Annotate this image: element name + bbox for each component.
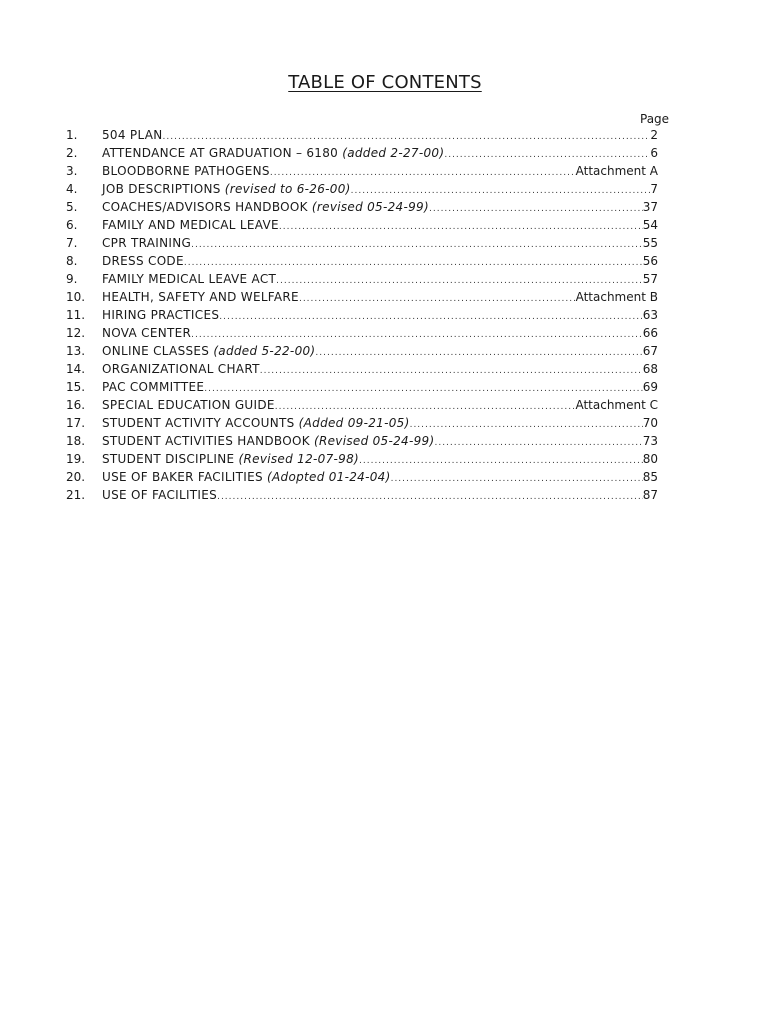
toc-row <box>66 380 658 398</box>
toc-entry <box>102 344 658 358</box>
toc-entry-number: 11. <box>66 308 86 322</box>
toc-entry-page: 85 <box>642 470 658 484</box>
toc-entry-label: USE OF BAKER FACILITIES <box>102 470 263 484</box>
toc-entry <box>102 398 658 412</box>
toc-entry-title <box>102 128 163 142</box>
toc-entry-number: 15. <box>66 380 86 394</box>
toc-entry-number: 14. <box>66 362 86 376</box>
toc-entry <box>102 434 658 448</box>
toc-row <box>66 272 658 290</box>
toc-entry-note: (added 5-22-00) <box>209 344 316 358</box>
toc-entry-page: 68 <box>642 362 658 376</box>
toc-entry <box>102 452 658 466</box>
toc-dot-leader <box>434 438 642 448</box>
toc-row <box>66 128 658 146</box>
toc-entry-label: ORGANIZATIONAL CHART <box>102 362 260 376</box>
toc-entry-note: (revised to 6-26-00) <box>220 182 351 196</box>
toc-entry-number: 5. <box>66 200 78 214</box>
toc-dot-leader <box>204 384 642 394</box>
toc-dot-leader <box>270 168 576 178</box>
toc-entry-label: HIRING PRACTICES <box>102 308 220 322</box>
toc-row <box>66 488 658 506</box>
toc-entry-page: Attachment A <box>575 164 658 178</box>
toc-row <box>66 146 658 164</box>
toc-entry-number: 18. <box>66 434 86 448</box>
toc-list <box>66 128 658 506</box>
toc-row <box>66 344 658 362</box>
toc-row <box>66 326 658 344</box>
toc-entry <box>102 416 658 430</box>
toc-entry-label: CPR TRAINING <box>102 236 192 250</box>
toc-dot-leader <box>444 150 650 160</box>
toc-entry-number: 17. <box>66 416 86 430</box>
toc-row <box>66 254 658 272</box>
toc-entry <box>102 236 658 250</box>
toc-entry <box>102 488 658 502</box>
toc-entry <box>102 200 658 214</box>
toc-entry-page: 80 <box>642 452 658 466</box>
toc-entry-number: 7. <box>66 236 78 250</box>
toc-entry-title <box>102 146 444 160</box>
toc-row <box>66 416 658 434</box>
toc-row <box>66 452 658 470</box>
toc-entry-label: PAC COMMITTEE <box>102 380 205 394</box>
toc-entry-note: (revised 05-24-99) <box>307 200 429 214</box>
toc-entry-number: 20. <box>66 470 86 484</box>
toc-entry-label: SPECIAL EDUCATION GUIDE <box>102 398 275 412</box>
toc-entry-title <box>102 308 219 322</box>
toc-entry-note: (Revised 05-24-99) <box>309 434 435 448</box>
toc-dot-leader <box>219 312 642 322</box>
toc-entry-label: STUDENT ACTIVITIES HANDBOOK <box>102 434 310 448</box>
toc-row <box>66 200 658 218</box>
toc-entry <box>102 308 658 322</box>
toc-entry <box>102 164 658 178</box>
toc-entry-number: 19. <box>66 452 86 466</box>
toc-dot-leader <box>351 186 651 196</box>
toc-entry-label: STUDENT DISCIPLINE <box>102 452 235 466</box>
toc-dot-leader <box>279 222 643 232</box>
toc-entry-page: 87 <box>642 488 658 502</box>
toc-dot-leader <box>191 240 643 250</box>
toc-entry-title <box>102 200 429 214</box>
toc-entry-number: 12. <box>66 326 86 340</box>
toc-dot-leader <box>359 456 643 466</box>
toc-entry <box>102 254 658 268</box>
toc-entry <box>102 380 658 394</box>
toc-dot-leader <box>191 330 643 340</box>
toc-row <box>66 434 658 452</box>
toc-entry-page: 73 <box>642 434 658 448</box>
toc-entry-number: 8. <box>66 254 78 268</box>
toc-entry-page: 67 <box>642 344 658 358</box>
toc-entry-page: 37 <box>642 200 658 214</box>
toc-entry-number: 9. <box>66 272 78 286</box>
toc-entry-page: 69 <box>642 380 658 394</box>
toc-entry-title <box>102 488 217 502</box>
toc-entry-page: 54 <box>642 218 658 232</box>
toc-entry <box>102 290 658 304</box>
toc-entry-page: Attachment C <box>575 398 658 412</box>
toc-entry-title <box>102 290 299 304</box>
toc-entry-label: FAMILY AND MEDICAL LEAVE <box>102 218 279 232</box>
toc-entry-title <box>102 344 315 358</box>
toc-entry <box>102 272 658 286</box>
toc-entry-title <box>102 272 276 286</box>
toc-entry-label: NOVA CENTER <box>102 326 192 340</box>
toc-entry-page: 56 <box>642 254 658 268</box>
toc-entry-number: 6. <box>66 218 78 232</box>
toc-row <box>66 236 658 254</box>
toc-dot-leader <box>217 492 643 502</box>
toc-dot-leader <box>410 420 643 430</box>
toc-row <box>66 164 658 182</box>
toc-entry-page: 66 <box>642 326 658 340</box>
toc-entry-title <box>102 254 184 268</box>
toc-entry-label: USE OF FACILITIES <box>102 488 218 502</box>
toc-entry-page: 6 <box>650 146 658 160</box>
toc-entry-label: ATTENDANCE AT GRADUATION – 6180 <box>102 146 339 160</box>
toc-entry-title <box>102 470 391 484</box>
toc-entry-note: (Adopted 01-24-04) <box>262 470 391 484</box>
toc-entry-page: 63 <box>642 308 658 322</box>
toc-entry-label: BLOODBORNE PATHOGENS <box>102 164 270 178</box>
toc-entry <box>102 182 658 196</box>
toc-entry-title <box>102 218 279 232</box>
toc-row <box>66 398 658 416</box>
toc-entry-number: 1. <box>66 128 78 142</box>
toc-entry-label: 504 PLAN <box>102 128 163 142</box>
toc-dot-leader <box>275 402 576 412</box>
toc-dot-leader <box>276 276 643 286</box>
toc-row <box>66 218 658 236</box>
toc-row <box>66 290 658 308</box>
toc-dot-leader <box>429 204 643 214</box>
toc-entry-page: 2 <box>650 128 658 142</box>
toc-dot-leader <box>184 258 643 268</box>
toc-dot-leader <box>315 348 642 358</box>
toc-entry <box>102 218 658 232</box>
toc-dot-leader <box>260 366 643 376</box>
toc-dot-leader <box>163 132 651 142</box>
toc-entry-number: 4. <box>66 182 78 196</box>
toc-entry-page: 70 <box>642 416 658 430</box>
toc-entry-title <box>102 236 191 250</box>
toc-entry <box>102 128 658 142</box>
toc-entry-title <box>102 416 410 430</box>
toc-entry-title <box>102 398 275 412</box>
toc-entry-number: 16. <box>66 398 86 412</box>
toc-entry-title <box>102 434 434 448</box>
toc-entry-page: 57 <box>642 272 658 286</box>
toc-entry-label: COACHES/ADVISORS HANDBOOK <box>102 200 308 214</box>
toc-entry-title <box>102 452 359 466</box>
toc-entry-note: (Revised 12-07-98) <box>234 452 359 466</box>
toc-entry-note: (Added 09-21-05) <box>294 416 410 430</box>
toc-entry <box>102 470 658 484</box>
toc-entry-title <box>102 362 260 376</box>
toc-row <box>66 362 658 380</box>
toc-entry-title <box>102 182 351 196</box>
toc-dot-leader <box>391 474 643 484</box>
toc-entry-title <box>102 380 204 394</box>
toc-entry-number: 10. <box>66 290 86 304</box>
page-title: TABLE OF CONTENTS <box>288 72 482 93</box>
toc-entry-label: JOB DESCRIPTIONS <box>102 182 221 196</box>
toc-dot-leader <box>299 294 576 304</box>
toc-entry-note: (added 2-27-00) <box>338 146 445 160</box>
toc-entry-number: 2. <box>66 146 78 160</box>
toc-entry-title <box>102 164 270 178</box>
toc-entry-label: DRESS CODE <box>102 254 184 268</box>
toc-entry-page: 7 <box>650 182 658 196</box>
toc-entry <box>102 146 658 160</box>
toc-row <box>66 308 658 326</box>
toc-entry <box>102 362 658 376</box>
toc-row <box>66 470 658 488</box>
toc-entry-page: Attachment B <box>575 290 658 304</box>
toc-entry-number: 3. <box>66 164 78 178</box>
toc-entry-label: HEALTH, SAFETY AND WELFARE <box>102 290 299 304</box>
toc-entry-title <box>102 326 191 340</box>
toc-entry-number: 21. <box>66 488 86 502</box>
toc-entry-page: 55 <box>642 236 658 250</box>
toc-entry-label: FAMILY MEDICAL LEAVE ACT <box>102 272 277 286</box>
toc-entry-number: 13. <box>66 344 86 358</box>
toc-entry-label: STUDENT ACTIVITY ACCOUNTS <box>102 416 295 430</box>
toc-row <box>66 182 658 200</box>
toc-entry-label: ONLINE CLASSES <box>102 344 210 358</box>
page-column-header: Page <box>640 112 670 126</box>
toc-entry <box>102 326 658 340</box>
